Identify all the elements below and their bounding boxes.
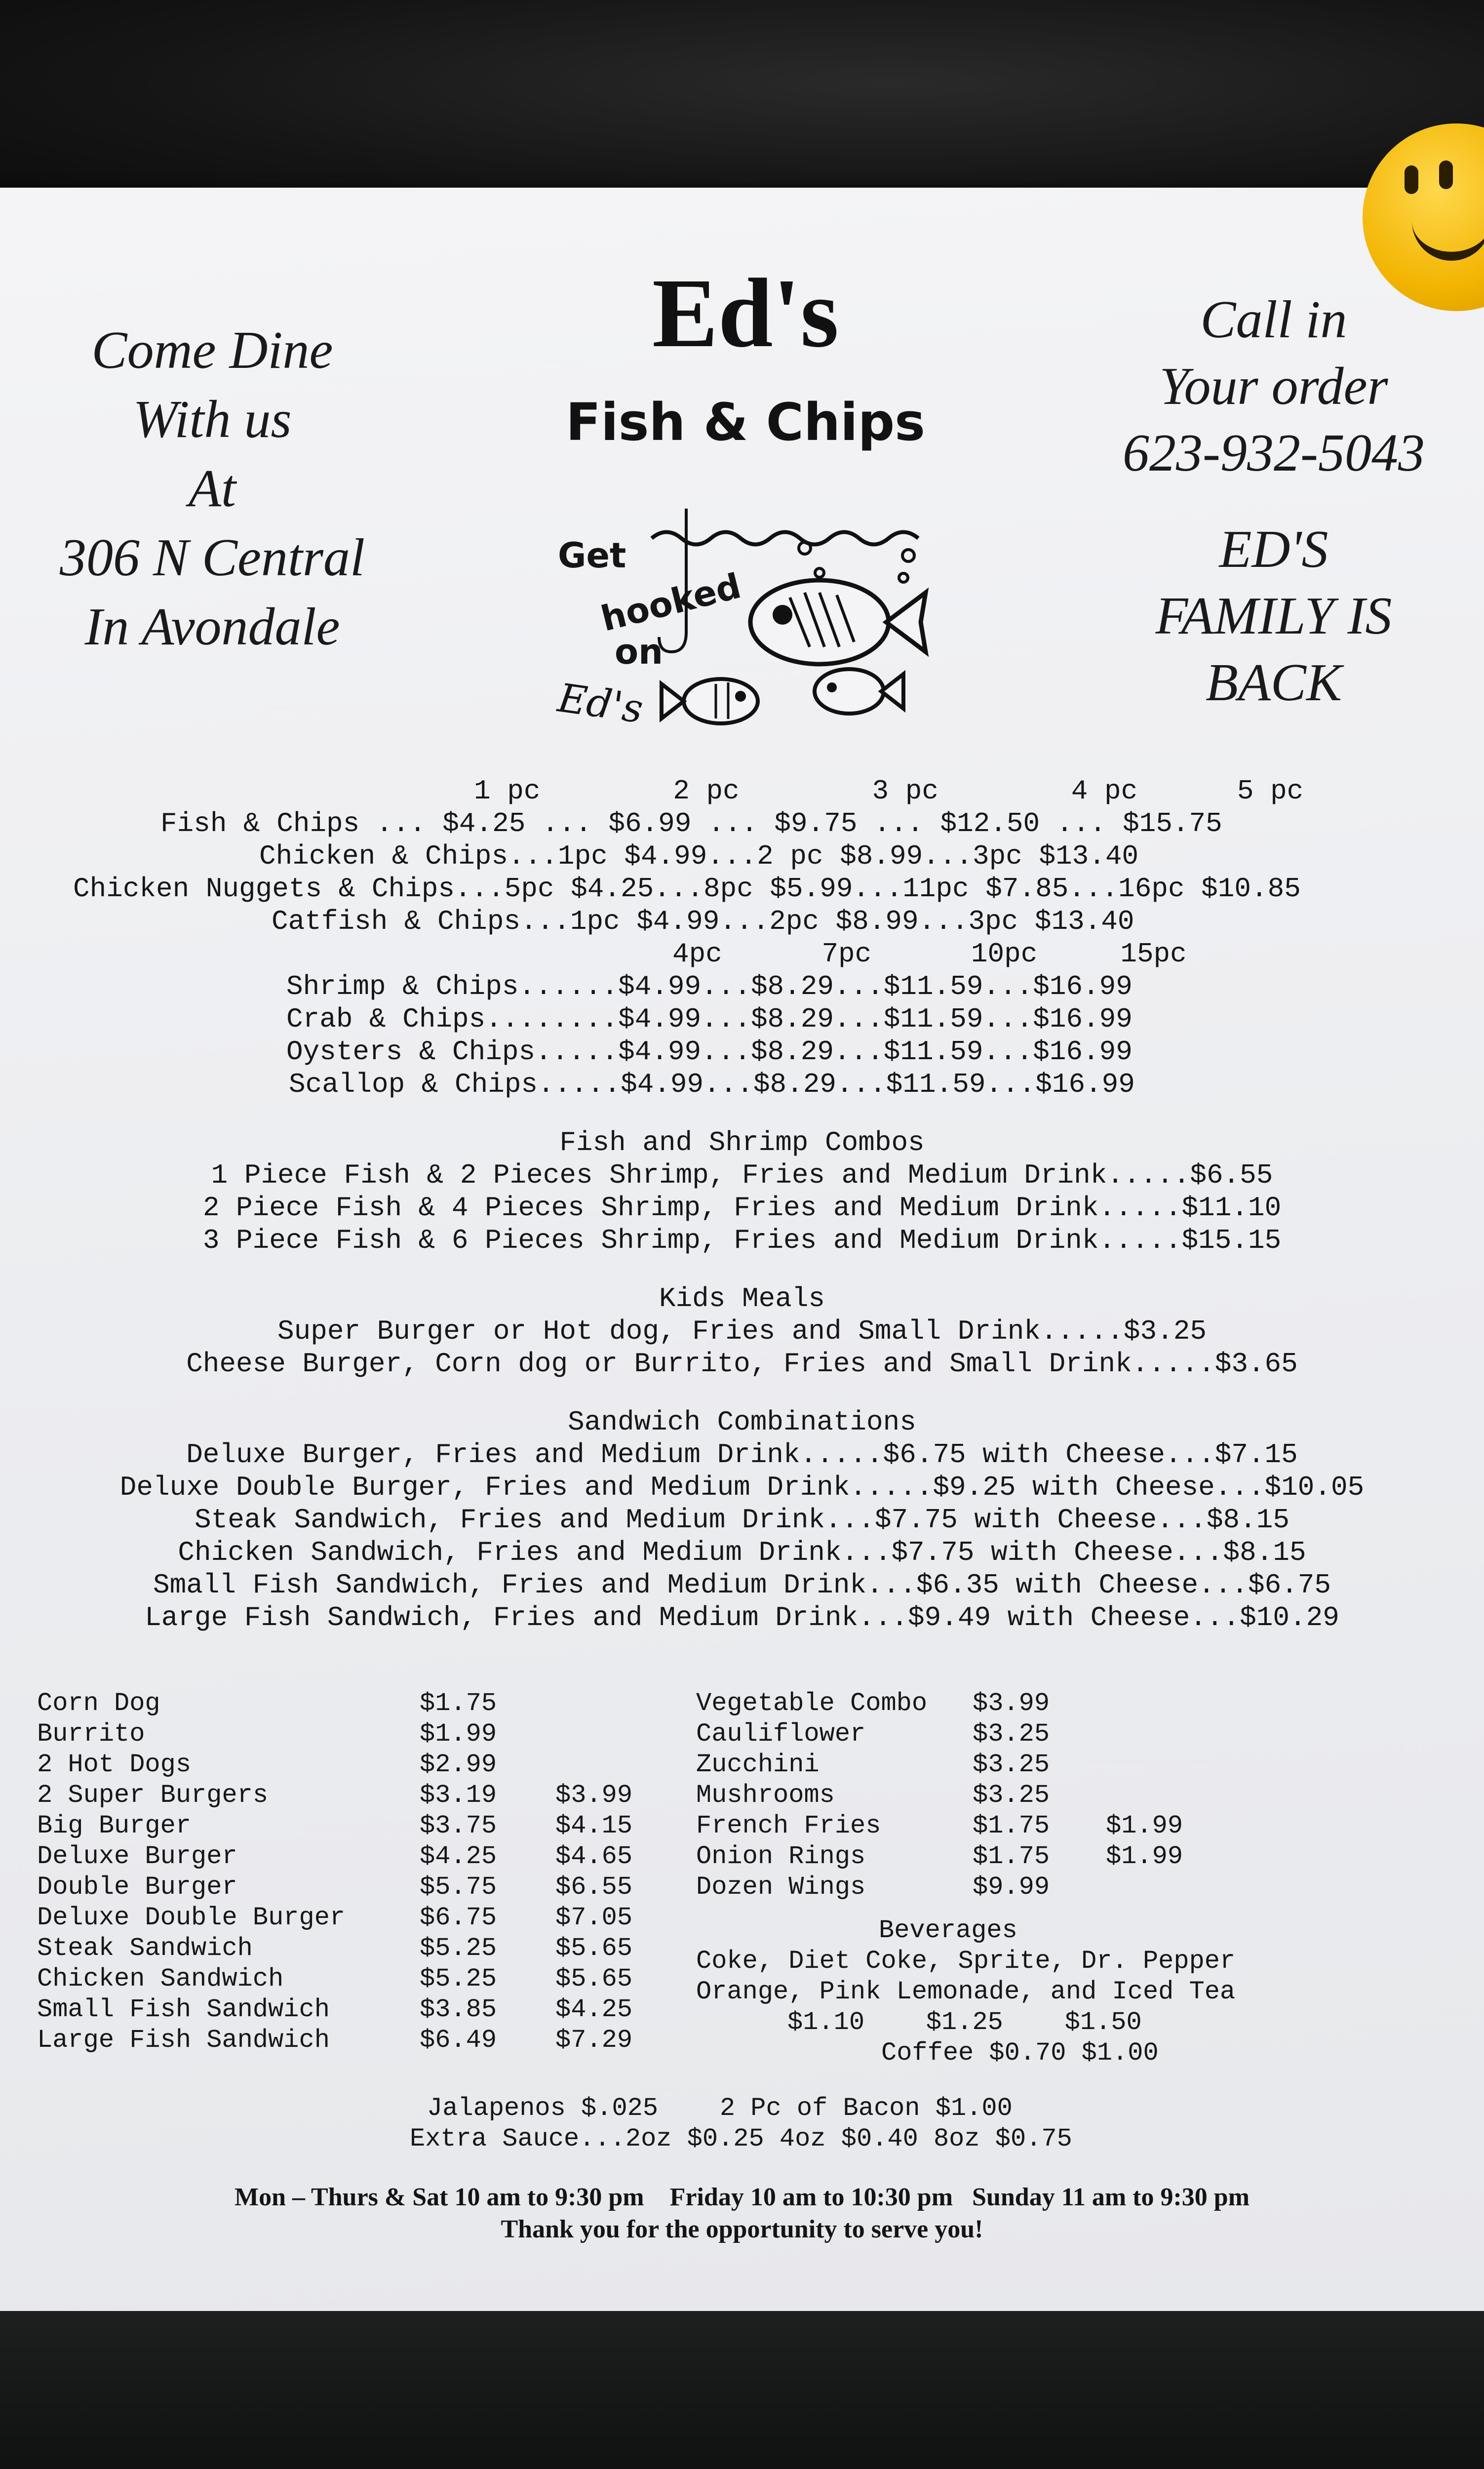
menu-item-price: $6.75 — [420, 1903, 497, 1932]
menu-item-price: $5.25 — [420, 1934, 497, 1963]
menu-line: Chicken & Chips...1pc $4.99...2 pc $8.99...3pc $13.40 — [259, 840, 1139, 872]
menu-item-price-large: $4.65 — [555, 1842, 633, 1871]
menu-line: 1 Piece Fish & 2 Pieces Shrimp, Fries and Medium Drink.....$6.55 — [211, 1159, 1273, 1191]
phone-number: 623-932-5043 — [1123, 424, 1425, 482]
beverages-prices: $1.10 $1.25 $1.50 — [787, 2008, 1142, 2037]
fish-hook-illustration-icon — [642, 474, 987, 751]
menu-item-name: Dozen Wings — [696, 1872, 866, 1902]
promo-left-line: Come Dine — [91, 321, 333, 380]
menu-line: Small Fish Sandwich, Fries and Medium Drink...$6.35 with Cheese...$6.75 — [153, 1569, 1331, 1601]
menu-item-name: Deluxe Double Burger — [37, 1903, 346, 1932]
menu-item-price-large: $1.99 — [1106, 1811, 1183, 1840]
hook-word-get: Get — [558, 535, 626, 576]
menu-item-price: $5.25 — [420, 1964, 497, 1993]
fridge-control-panel — [0, 2311, 1484, 2469]
menu-item-price: $1.75 — [973, 1811, 1050, 1840]
menu-line: Super Burger or Hot dog, Fries and Small Drink.....$3.25 — [277, 1315, 1207, 1347]
menu-item-price: $3.19 — [420, 1781, 497, 1810]
menu-item-price-large: $3.99 — [555, 1781, 633, 1810]
hook-word-eds: Ed's — [555, 675, 646, 732]
menu-line: Shrimp & Chips......$4.99...$8.29...$11.59...$16.99 — [286, 971, 1133, 1002]
menu-item-price-large: $1.99 — [1106, 1842, 1183, 1871]
hook-word-hooked: hooked — [597, 565, 745, 639]
promo-right — [1086, 286, 1461, 716]
promo-right-line: FAMILY IS — [1155, 587, 1392, 645]
menu-line: Fish & Chips ... $4.25 ... $6.99 ... $9.75 ... $12.50 ... $15.75 — [160, 808, 1222, 839]
menu-line: Scallop & Chips.....$4.99...$8.29...$11.59...$16.99 — [289, 1069, 1135, 1100]
beverages-title: Beverages — [879, 1916, 1017, 1945]
menu-item-name: Burrito — [37, 1719, 145, 1749]
hook-word-on: on — [615, 632, 663, 672]
menu-item-name: Big Burger — [37, 1811, 192, 1840]
promo-left-line: In Avondale — [84, 597, 340, 656]
menu-item-name: Small Fish Sandwich — [37, 1995, 330, 2024]
menu-line: Sandwich Combinations — [568, 1406, 916, 1438]
menu-line: Steak Sandwich, Fries and Medium Drink...$7.75 with Cheese...$8.15 — [195, 1504, 1289, 1536]
menu-item-price: $3.25 — [973, 1781, 1050, 1810]
menu-line: Large Fish Sandwich, Fries and Medium Drink...$9.49 with Cheese...$10.29 — [145, 1602, 1339, 1633]
brand-subtitle: Fish & Chips — [565, 392, 926, 452]
menu-item-name: 2 Super Burgers — [37, 1781, 269, 1810]
menu-item-name: Zucchini — [696, 1750, 820, 1779]
menu-item-name: 2 Hot Dogs — [37, 1750, 192, 1779]
promo-left-line: With us — [133, 390, 292, 449]
menu-item-price-large: $5.65 — [555, 1964, 633, 1993]
menu-line: Fish and Shrimp Combos — [559, 1127, 925, 1158]
menu-line: 3 Piece Fish & 6 Pieces Shrimp, Fries and Medium Drink.....$15.15 — [202, 1225, 1282, 1256]
menu-item-name: Chicken Sandwich — [37, 1964, 284, 1993]
menu-line: Kids Meals — [659, 1283, 825, 1314]
menu-item-price: $3.99 — [973, 1689, 1050, 1718]
beverages-line-1: Coke, Diet Coke, Sprite, Dr. Pepper — [696, 1947, 1236, 1976]
menu-item-price: $3.25 — [973, 1719, 1050, 1749]
menu-line: 2 Piece Fish & 4 Pieces Shrimp, Fries and Medium Drink.....$11.10 — [202, 1192, 1282, 1224]
menu-item-price-large: $5.65 — [555, 1934, 633, 1963]
menu-line: Oysters & Chips.....$4.99...$8.29...$11.59...$16.99 — [286, 1036, 1133, 1068]
menu-item-price: $2.99 — [420, 1750, 497, 1779]
menu-line: 1 pc 2 pc 3 pc 4 pc 5 pc — [474, 775, 1304, 807]
promo-right-line: Your order — [1159, 357, 1388, 416]
menu-item-name: Deluxe Burger — [37, 1842, 237, 1871]
business-hours: Mon – Thurs & Sat 10 am to 9:30 pm Friday 10 am to 10:30 pm Sunday 11 am to 9:30 pm — [234, 2183, 1250, 2211]
menu-item-price: $3.75 — [420, 1811, 497, 1840]
menu-item-name: French Fries — [696, 1811, 881, 1840]
menu-line: Cheese Burger, Corn dog or Burrito, Fries and Small Drink.....$3.65 — [186, 1348, 1298, 1380]
menu-line: Chicken Sandwich, Fries and Medium Drink...$7.75 with Cheese...$8.15 — [178, 1537, 1306, 1568]
menu-item-name: Steak Sandwich — [37, 1934, 253, 1963]
coffee-price: Coffee $0.70 $1.00 — [881, 2038, 1159, 2068]
menu-line: 4pc 7pc 10pc 15pc — [672, 938, 1187, 970]
thank-you-note: Thank you for the opportunity to serve you! — [501, 2215, 983, 2243]
promo-right-line: BACK — [1205, 653, 1342, 712]
beverages-line-2: Orange, Pink Lemonade, and Iced Tea — [696, 1977, 1236, 2006]
menu-item-price: $4.25 — [420, 1842, 497, 1871]
extras-line-2: Extra Sauce...2oz $0.25 4oz $0.40 8oz $0.75 — [410, 2124, 1072, 2153]
menu-item-price: $6.49 — [420, 2026, 497, 2055]
menu-line: Deluxe Burger, Fries and Medium Drink.....$6.75 with Cheese...$7.15 — [186, 1439, 1298, 1471]
menu-line: Chicken Nuggets & Chips...5pc $4.25...8pc $5.99...11pc $7.85...16pc $10.85 — [73, 873, 1301, 905]
menu-item-name: Corn Dog — [37, 1689, 160, 1718]
menu-line: Catfish & Chips...1pc $4.99...2pc $8.99...3pc $13.40 — [272, 906, 1134, 937]
extras-line-1: Jalapenos $.025 2 Pc of Bacon $1.00 — [427, 2094, 1013, 2123]
promo-right-spacer — [1086, 486, 1461, 516]
menu-item-price: $1.75 — [420, 1689, 497, 1718]
menu-item-price: $1.99 — [420, 1719, 497, 1749]
menu-item-price-large: $7.05 — [555, 1903, 633, 1932]
menu-item-price-large: $6.55 — [555, 1872, 633, 1902]
menu-item-name: Onion Rings — [696, 1842, 866, 1871]
promo-right-line: Call in — [1200, 290, 1347, 349]
menu-item-name: Double Burger — [37, 1872, 237, 1902]
menu-line: Crab & Chips........$4.99...$8.29...$11.59...$16.99 — [286, 1003, 1133, 1035]
beverages-section — [696, 1916, 1338, 2120]
promo-left-line: At — [189, 459, 236, 518]
promo-left — [30, 316, 395, 662]
menu-item-name: Large Fish Sandwich — [37, 2026, 330, 2055]
menu-item-price: $5.75 — [420, 1872, 497, 1902]
menu-item-name: Vegetable Combo — [696, 1689, 928, 1718]
menu-item-price: $1.75 — [973, 1842, 1050, 1871]
menu-item-price-large: $4.15 — [555, 1811, 633, 1840]
promo-left-line: 306 N Central — [59, 528, 365, 587]
menu-item-price: $3.25 — [973, 1750, 1050, 1779]
menu-sheet — [0, 188, 1484, 2326]
menu-item-name: Mushrooms — [696, 1781, 835, 1810]
menu-item-price-large: $4.25 — [555, 1995, 633, 2024]
promo-right-line: ED'S — [1219, 520, 1328, 579]
menu-item-price: $3.85 — [420, 1995, 497, 2024]
menu-line: Deluxe Double Burger, Fries and Medium Drink.....$9.25 with Cheese...$10.05 — [119, 1472, 1365, 1503]
menu-item-price: $9.99 — [973, 1872, 1050, 1902]
fridge-surface-top — [0, 0, 1484, 207]
menu-item-name: Cauliflower — [696, 1719, 866, 1749]
brand-name: Ed's — [652, 259, 839, 368]
menu-item-price-large: $7.29 — [555, 2026, 633, 2055]
